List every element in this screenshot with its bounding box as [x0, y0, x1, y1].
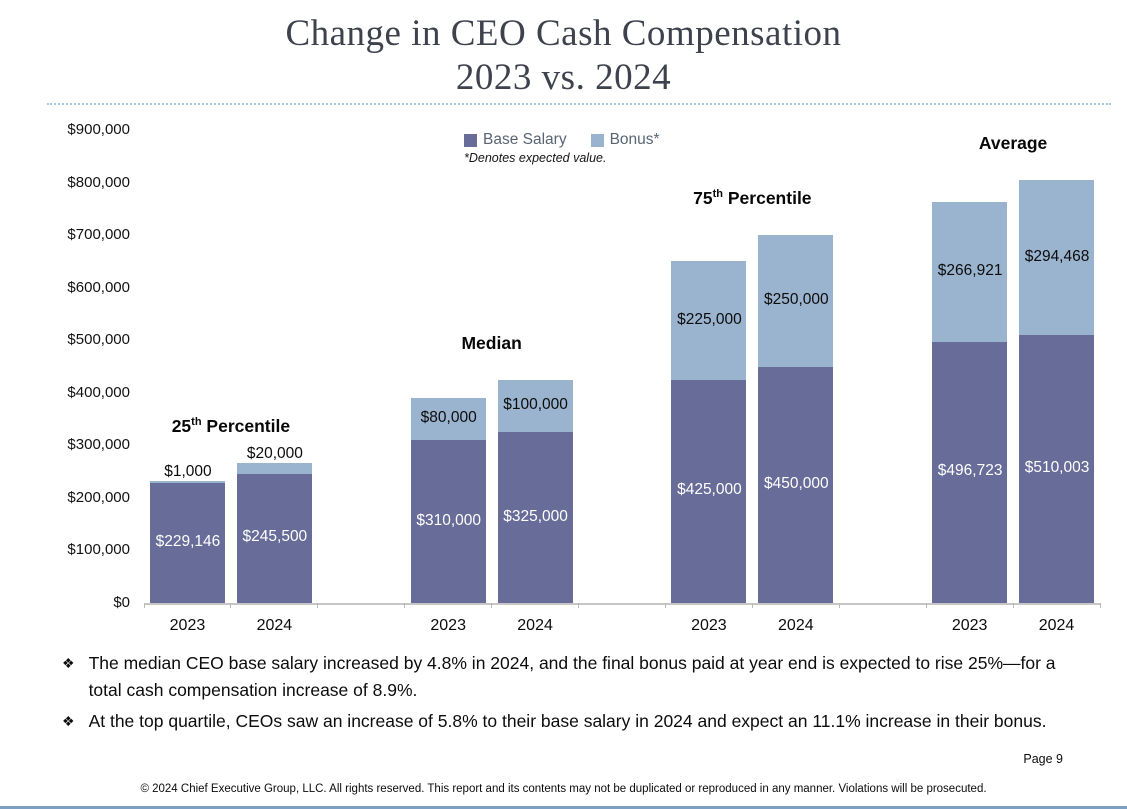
x-axis-tick — [230, 603, 231, 608]
bonus-value-label: $266,921 — [937, 261, 1003, 279]
bonus-value-label: $1,000 — [164, 463, 212, 481]
x-axis-tick — [926, 603, 927, 608]
stacked-bar-2023 — [150, 463, 225, 603]
bonus-value-label: $80,000 — [420, 409, 477, 427]
group-label: 75th Percentile — [693, 188, 812, 209]
x-axis-tick — [1100, 603, 1101, 608]
stacked-bar-2024 — [498, 380, 573, 603]
base-salary-value-label: $425,000 — [677, 481, 742, 499]
y-axis-tick-label: $700,000 — [67, 226, 130, 244]
y-axis-tick-label: $600,000 — [67, 278, 130, 296]
title-separator-dotted-line — [47, 103, 1111, 105]
y-axis-tick-label: $400,000 — [67, 383, 130, 401]
chart-legend — [464, 131, 660, 149]
x-axis-tick — [404, 603, 405, 608]
stacked-bar-2023 — [671, 261, 746, 603]
x-axis-year-label: 2023 — [951, 617, 988, 634]
y-axis-tick-label: $100,000 — [67, 541, 130, 559]
x-axis-tick — [144, 603, 145, 608]
bonus-value-label: $225,000 — [677, 310, 742, 328]
group-label: 25th Percentile — [171, 416, 291, 437]
x-axis-year-label: 2024 — [778, 617, 814, 634]
x-axis-year-label: 2023 — [691, 617, 727, 634]
x-axis-tick — [317, 603, 318, 608]
legend-label-bonus: Bonus* — [609, 131, 660, 148]
bullet-item — [62, 650, 1062, 704]
legend-label-base-salary: Base Salary — [483, 131, 567, 148]
copyright-footer: © 2024 Chief Executive Group, LLC. All rights reserved. This report and its contents may not be duplicated or reproduced in any manner. Violations will be prosecuted. — [140, 783, 987, 795]
x-axis-year-label: 2024 — [256, 617, 293, 634]
group-label: Median — [461, 332, 522, 353]
bonus-value-label: $100,000 — [503, 395, 568, 413]
base-salary-swatch-icon — [464, 134, 477, 147]
page-number: Page 9 — [1023, 752, 1063, 766]
x-axis-year-label: 2024 — [517, 617, 553, 634]
base-salary-value-label: $245,500 — [242, 528, 308, 546]
y-axis-tick-label: $900,000 — [67, 121, 130, 138]
base-salary-value-label: $229,146 — [155, 532, 221, 550]
base-salary-value-label: $510,003 — [1024, 458, 1090, 476]
legend-item-base-salary — [464, 131, 567, 149]
y-axis-tick-label: $0 — [113, 594, 130, 611]
group-label: Average — [978, 133, 1048, 154]
y-axis-tick-label: $200,000 — [67, 488, 130, 506]
x-axis-tick — [491, 603, 492, 608]
stacked-bar-2024 — [237, 445, 312, 603]
bonus-value-label: $294,468 — [1024, 247, 1090, 265]
x-axis-year-label: 2024 — [1038, 617, 1075, 634]
base-salary-value-label: $310,000 — [416, 511, 481, 529]
x-axis-tick — [665, 603, 666, 608]
x-axis-tick — [752, 603, 753, 608]
diamond-bullet-icon: ❖ — [62, 713, 75, 729]
summary-bullets — [62, 650, 1062, 739]
base-salary-value-label: $496,723 — [937, 462, 1003, 480]
bonus-value-label: $20,000 — [246, 445, 303, 463]
bar-chart-plot-area — [144, 130, 1100, 634]
x-axis-year-label: 2023 — [430, 617, 466, 634]
stacked-bar-2024 — [758, 235, 833, 603]
bullet-text: At the top quartile, CEOs saw an increase of 5.8% to their base salary in 2024 and expect an 11.1% increase in their bonus. — [88, 711, 1047, 731]
bullet-item — [62, 708, 1062, 735]
stacked-bar-2023 — [411, 398, 486, 603]
diamond-bullet-icon: ❖ — [62, 655, 75, 671]
legend-footnote: *Denotes expected value. — [464, 151, 607, 165]
base-salary-value-label: $325,000 — [503, 507, 568, 525]
bonus-swatch-icon — [591, 134, 604, 147]
legend-item-bonus — [591, 131, 660, 149]
page-title — [0, 12, 1127, 100]
x-axis-tick — [839, 603, 840, 608]
x-axis-tick — [1013, 603, 1014, 608]
y-axis-tick-label: $300,000 — [67, 436, 130, 454]
bonus-value-label: $250,000 — [763, 290, 829, 308]
bonus-segment — [237, 463, 312, 474]
y-axis-tick-label: $500,000 — [67, 331, 130, 349]
y-axis-tick-label: $800,000 — [67, 173, 130, 191]
bullet-text: The median CEO base salary increased by 4.8% in 2024, and the final bonus paid at year end is expected to rise 25%—for a total cash compensation increase of 8.9%. — [88, 653, 1056, 700]
stacked-bar-2023 — [932, 202, 1007, 603]
page-title-line2: 2023 vs. 2024 — [455, 57, 672, 98]
page-title-line1: Change in CEO Cash Compensation — [285, 13, 842, 54]
base-salary-value-label: $450,000 — [763, 474, 829, 492]
x-axis-tick — [578, 603, 579, 608]
x-axis-year-label: 2023 — [169, 617, 206, 634]
stacked-bar-2024 — [1019, 180, 1094, 603]
